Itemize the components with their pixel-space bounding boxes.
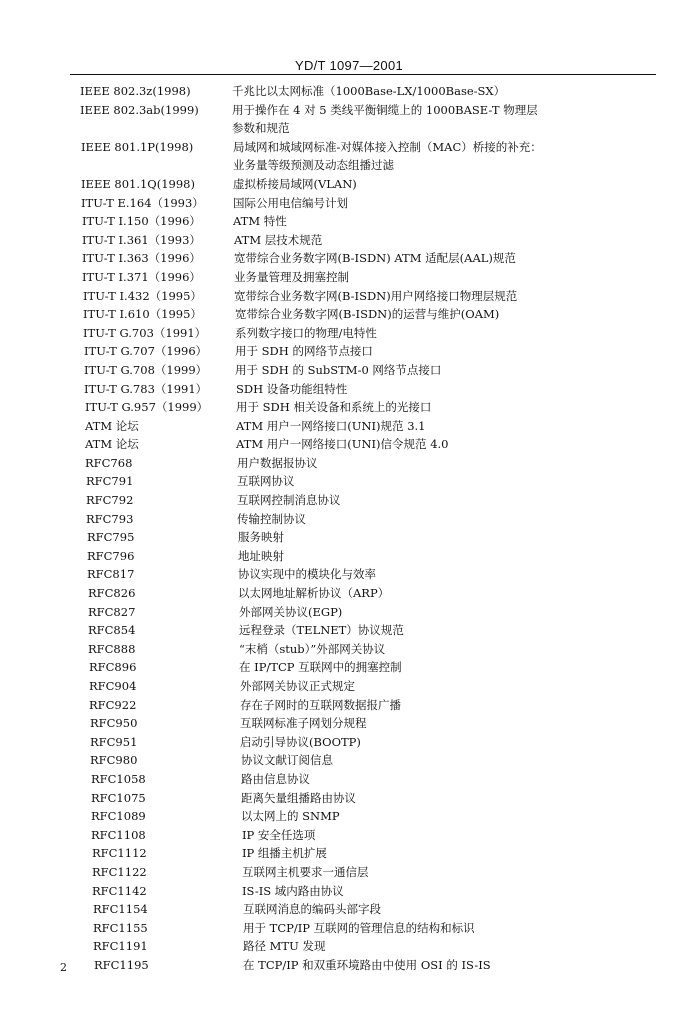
- reference-code: RFC768: [85, 455, 133, 470]
- reference-code: RFC817: [87, 567, 135, 582]
- reference-description: [234, 231, 594, 250]
- reference-row: [0, 882, 698, 901]
- reference-description-line: 以太网地址解析协议（ARP）: [238, 586, 390, 601]
- reference-description: [234, 249, 594, 268]
- reference-description: [242, 863, 602, 882]
- reference-code: RFC1142: [92, 883, 147, 898]
- reference-description-line: 局域网和城域网标准-对媒体接入控制（MAC）桥接的补充：: [233, 139, 542, 154]
- reference-code: RFC792: [86, 493, 134, 508]
- reference-description: [243, 900, 603, 919]
- reference-description-line: 业务量等级预测及动态组播过滤: [233, 158, 394, 173]
- reference-code: ITU-T E.164（1993）: [81, 195, 204, 210]
- reference-code: RFC795: [87, 530, 135, 545]
- page-number: 2: [60, 961, 67, 974]
- reference-code: ITU-T I.361（1993）: [82, 232, 201, 247]
- reference-description-line: 地址映射: [238, 548, 284, 563]
- reference-description-line: 在 IP/TCP 互联网中的拥塞控制: [239, 660, 402, 675]
- reference-description-line: 宽带综合业务数字网(B-ISDN)的运营与维护(OAM): [235, 307, 500, 322]
- reference-row: [0, 547, 698, 566]
- reference-code: RFC1058: [91, 771, 146, 786]
- reference-code: RFC1122: [92, 864, 147, 879]
- reference-code: ATM 论坛: [85, 437, 139, 452]
- reference-description-line: 用于 TCP/IP 互联网的管理信息的结构和标识: [243, 920, 475, 935]
- reference-description-line: 用于 SDH 的 SubSTM-0 网络节点接口: [235, 362, 442, 377]
- reference-row: [0, 528, 698, 547]
- reference-description: [238, 584, 598, 603]
- reference-description: [233, 212, 593, 231]
- reference-description-line: 路径 MTU 发现: [243, 939, 326, 954]
- reference-description-line: 千兆比以太网标准（1000Base-LX/1000Base-SX）: [232, 84, 506, 98]
- reference-description-line: SDH 设备功能组特性: [236, 381, 348, 396]
- reference-description: [236, 380, 596, 399]
- reference-row: [0, 807, 698, 826]
- reference-description: [243, 937, 603, 956]
- reference-description: [239, 621, 599, 640]
- reference-code: ITU-T I.363（1996）: [82, 251, 201, 266]
- reference-description-line: 国际公用电信编号计划: [233, 195, 348, 210]
- reference-description: [241, 751, 601, 770]
- reference-row: [0, 454, 698, 473]
- reference-row: [0, 231, 698, 250]
- reference-description-line: 互联网协议: [237, 474, 295, 489]
- reference-row: [0, 342, 698, 361]
- reference-row: [0, 677, 698, 696]
- reference-row: [0, 82, 698, 101]
- reference-description: [236, 417, 596, 436]
- document-header-title: YD/T 1097—2001: [294, 58, 404, 73]
- reference-row: [0, 640, 698, 659]
- reference-description: [236, 435, 596, 454]
- reference-code: RFC1191: [93, 939, 148, 954]
- reference-description: [243, 919, 603, 938]
- reference-row: [0, 603, 698, 622]
- reference-row: [0, 175, 698, 194]
- reference-description-line: IP 安全任选项: [242, 827, 316, 842]
- reference-code: RFC888: [88, 641, 136, 656]
- reference-code: RFC1155: [93, 920, 148, 935]
- reference-row: [0, 937, 698, 956]
- reference-description: [242, 882, 602, 901]
- reference-description-line: 启动引导协议(BOOTP): [240, 734, 361, 749]
- reference-row: [0, 249, 698, 268]
- reference-row: [0, 863, 698, 882]
- reference-row: [0, 584, 698, 603]
- reference-description: [239, 658, 599, 677]
- reference-row: [0, 287, 698, 306]
- reference-description: [242, 844, 602, 863]
- reference-code: ITU-T I.432（1995）: [83, 288, 202, 303]
- reference-code: RFC826: [88, 586, 136, 601]
- reference-row: [0, 900, 698, 919]
- reference-description-line: 虚拟桥接局域网(VLAN): [233, 176, 357, 191]
- reference-description-line: 以太网上的 SNMP: [241, 809, 340, 824]
- reference-row: [0, 733, 698, 752]
- reference-description: [235, 342, 595, 361]
- reference-row: [0, 621, 698, 640]
- reference-description: [237, 510, 597, 529]
- reference-row: [0, 714, 698, 733]
- reference-code: RFC1075: [91, 790, 146, 805]
- reference-row: [0, 956, 698, 975]
- reference-row: [0, 565, 698, 584]
- reference-code: RFC791: [86, 474, 134, 489]
- reference-row: [0, 324, 698, 343]
- reference-code: RFC854: [88, 623, 136, 638]
- reference-description: [238, 547, 598, 566]
- reference-code: ITU-T G.707（1996）: [84, 344, 208, 359]
- reference-description: [236, 398, 596, 417]
- reference-row: [0, 435, 698, 454]
- header-rule: [70, 74, 656, 75]
- reference-code: ATM 论坛: [85, 418, 139, 433]
- reference-description: [237, 491, 597, 510]
- reference-code: RFC827: [88, 604, 136, 619]
- reference-row: [0, 212, 698, 231]
- reference-row: [0, 472, 698, 491]
- reference-description: [239, 603, 599, 622]
- reference-description: [239, 640, 599, 659]
- reference-description-line: 互联网消息的编码头部字段: [243, 902, 381, 917]
- reference-description-line: IP 组播主机扩展: [242, 846, 327, 861]
- reference-code: RFC793: [86, 511, 134, 526]
- reference-code: RFC1108: [91, 827, 146, 842]
- reference-row: [0, 510, 698, 529]
- reference-row: [0, 138, 698, 175]
- reference-description-line: 协议实现中的模块化与效率: [238, 567, 376, 582]
- reference-description-line: 距离矢量组播路由协议: [241, 790, 356, 805]
- reference-description: [235, 361, 595, 380]
- reference-code: IEEE 801.1P(1998): [81, 139, 194, 154]
- reference-description-line: 在 TCP/IP 和双重环境路由中使用 OSI 的 IS-IS: [243, 957, 491, 972]
- reference-code: ITU-T G.703（1991）: [83, 325, 207, 340]
- reference-description-line: 系列数字接口的物理/电特性: [235, 325, 377, 340]
- reference-code: IEEE 802.3z(1998): [80, 84, 191, 98]
- reference-code: ITU-T I.610（1995）: [83, 307, 202, 322]
- reference-list: [0, 82, 698, 975]
- reference-description: [237, 472, 597, 491]
- reference-description-line: 用于 SDH 的网络节点接口: [235, 344, 373, 359]
- reference-description: [240, 696, 600, 715]
- reference-description: [237, 454, 597, 473]
- reference-description-line: “末梢（stub）”外部网关协议: [239, 641, 386, 656]
- reference-code: RFC1112: [92, 846, 147, 861]
- reference-row: [0, 696, 698, 715]
- reference-description-line: ATM 特性: [233, 214, 287, 229]
- reference-description-line: 远程登录（TELNET）协议规范: [239, 623, 404, 638]
- reference-row: [0, 789, 698, 808]
- reference-description-line: 互联网控制消息协议: [237, 493, 341, 508]
- reference-description: [243, 956, 603, 975]
- reference-row: [0, 361, 698, 380]
- reference-description-line: 存在子网时的互联网数据报广播: [240, 697, 401, 712]
- reference-code: IEEE 801.1Q(1998): [81, 176, 195, 191]
- reference-description: [235, 324, 595, 343]
- reference-description-line: 用户数据报协议: [237, 455, 318, 470]
- reference-code: RFC1154: [93, 902, 148, 917]
- reference-description: [233, 194, 593, 213]
- reference-code: RFC951: [90, 734, 138, 749]
- reference-row: [0, 844, 698, 863]
- reference-description-line: 外部网关协议(EGP): [239, 604, 343, 619]
- reference-description-line: 用于 SDH 相关设备和系统上的光接口: [236, 400, 432, 415]
- reference-code: RFC922: [89, 697, 137, 712]
- reference-description-line: 参数和规范: [232, 121, 290, 136]
- reference-description-line: 互联网标准子网划分规程: [240, 716, 367, 731]
- reference-description-line: 宽带综合业务数字网(B-ISDN)用户网络接口物理层规范: [234, 288, 518, 303]
- reference-description: [240, 733, 600, 752]
- reference-description: [232, 101, 592, 138]
- reference-description: [240, 677, 600, 696]
- reference-code: RFC796: [87, 548, 135, 563]
- reference-code: ITU-T G.783（1991）: [84, 381, 208, 396]
- reference-code: ITU-T G.708（1999）: [84, 362, 208, 377]
- reference-description-line: 宽带综合业务数字网(B-ISDN) ATM 适配层(AAL)规范: [234, 251, 516, 266]
- reference-code: RFC904: [89, 679, 137, 693]
- reference-description: [241, 789, 601, 808]
- reference-row: [0, 380, 698, 399]
- reference-code: RFC950: [90, 716, 138, 731]
- reference-description: [235, 305, 595, 324]
- reference-description-line: 服务映射: [238, 530, 284, 545]
- reference-description-line: 路由信息协议: [241, 771, 310, 786]
- reference-code: RFC1089: [91, 809, 146, 824]
- reference-code: RFC980: [90, 753, 138, 768]
- reference-description: [233, 175, 593, 194]
- reference-code: RFC1195: [94, 957, 149, 972]
- reference-description-line: 业务量管理及拥塞控制: [234, 269, 349, 284]
- reference-row: [0, 305, 698, 324]
- reference-description: [242, 826, 602, 845]
- reference-description-line: 协议文献订阅信息: [241, 753, 333, 768]
- reference-description: [232, 82, 592, 101]
- reference-row: [0, 268, 698, 287]
- reference-row: [0, 751, 698, 770]
- reference-description-line: ATM 层技术规范: [234, 232, 323, 247]
- reference-description: [234, 268, 594, 287]
- reference-row: [0, 194, 698, 213]
- reference-description: [233, 138, 593, 175]
- reference-row: [0, 826, 698, 845]
- reference-row: [0, 101, 698, 138]
- reference-description: [238, 565, 598, 584]
- reference-description-line: IS-IS 域内路由协议: [242, 883, 344, 898]
- reference-code: ITU-T G.957（1999）: [85, 400, 209, 415]
- reference-code: ITU-T I.150（1996）: [82, 214, 201, 229]
- reference-code: ITU-T I.371（1996）: [82, 269, 201, 284]
- reference-code: RFC896: [89, 660, 137, 675]
- reference-row: [0, 658, 698, 677]
- reference-description: [240, 714, 600, 733]
- reference-description-line: 互联网主机要求一通信层: [242, 864, 369, 879]
- reference-description-line: 用于操作在 4 对 5 类线平衡铜缆上的 1000BASE-T 物理层: [232, 102, 538, 117]
- reference-row: [0, 417, 698, 436]
- reference-description: [241, 807, 601, 826]
- reference-description: [241, 770, 601, 789]
- reference-row: [0, 919, 698, 938]
- reference-code: IEEE 802.3ab(1999): [80, 102, 199, 117]
- reference-row: [0, 398, 698, 417]
- reference-description-line: ATM 用户一网络接口(UNI)信令规范 4.0: [236, 437, 449, 452]
- reference-description-line: 传输控制协议: [237, 511, 306, 526]
- reference-row: [0, 770, 698, 789]
- reference-description-line: 外部网关协议正式规定: [240, 679, 355, 693]
- reference-row: [0, 491, 698, 510]
- reference-description: [234, 287, 594, 306]
- reference-description: [238, 528, 598, 547]
- reference-description-line: ATM 用户一网络接口(UNI)规范 3.1: [236, 418, 426, 433]
